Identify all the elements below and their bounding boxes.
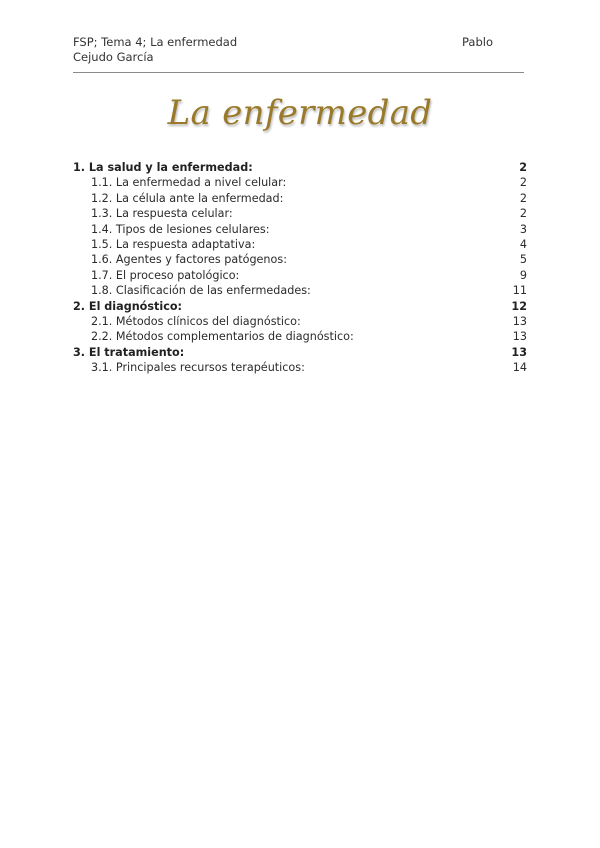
toc-entry-page-number: 9 — [519, 268, 527, 282]
toc-entry-label: 2. El diagnóstico: — [73, 299, 182, 313]
header-divider — [73, 72, 524, 73]
toc-entry-page-number: 13 — [512, 330, 527, 344]
toc-entry-label: 1.3. La respuesta celular: — [91, 207, 233, 221]
header-author-last-name: Cejudo García — [73, 50, 154, 64]
toc-entry-page-number: 13 — [512, 314, 527, 328]
header-course-title: FSP; Tema 4; La enfermedad — [73, 35, 238, 49]
toc-entry-label: 1.7. El proceso patológico: — [91, 268, 240, 282]
document-title: La enfermedad — [167, 93, 433, 133]
toc-entry-page-number: 14 — [512, 361, 527, 375]
toc-entry-page-number: 2 — [519, 191, 527, 205]
toc-section-entry[interactable] — [73, 345, 527, 360]
toc-subsection-entry[interactable] — [73, 314, 527, 329]
toc-entry-label: 1.8. Clasificación de las enfermedades: — [91, 284, 311, 298]
toc-entry-page-number: 2 — [519, 176, 527, 190]
toc-section-entry[interactable] — [73, 160, 527, 175]
toc-subsection-entry[interactable] — [73, 191, 527, 206]
toc-subsection-entry[interactable] — [73, 360, 527, 375]
toc-entry-label: 1. La salud y la enfermedad: — [73, 161, 253, 174]
toc-subsection-entry[interactable] — [73, 268, 527, 283]
toc-entry-page-number: 11 — [512, 284, 527, 298]
toc-entry-label: 2.2. Métodos complementarios de diagnóstico: — [91, 330, 354, 344]
toc-entry-page-number: 4 — [519, 237, 527, 251]
toc-section-entry[interactable] — [73, 299, 527, 314]
toc-entry-label: 1.5. La respuesta adaptativa: — [91, 237, 256, 251]
toc-entry-page-number: 12 — [511, 299, 527, 313]
toc-entry-label: 2.1. Métodos clínicos del diagnóstico: — [91, 314, 301, 328]
toc-entry-label: 3. El tratamiento: — [73, 345, 185, 359]
toc-entry-page-number: 5 — [519, 253, 527, 267]
toc-entry-label: 1.6. Agentes y factores patógenos: — [91, 253, 287, 267]
toc-entry-page-number: 3 — [519, 222, 527, 236]
table-of-contents — [73, 160, 527, 375]
toc-subsection-entry[interactable] — [73, 206, 527, 221]
toc-subsection-entry[interactable] — [73, 175, 527, 190]
toc-entry-label: 1.4. Tipos de lesiones celulares: — [91, 222, 270, 236]
toc-entry-page-number: 2 — [519, 207, 527, 221]
toc-subsection-entry[interactable] — [73, 329, 527, 344]
toc-subsection-entry[interactable] — [73, 283, 527, 298]
toc-subsection-entry[interactable] — [73, 222, 527, 237]
toc-subsection-entry[interactable] — [73, 252, 527, 267]
toc-entry-label: 1.2. La célula ante la enfermedad: — [91, 191, 284, 205]
toc-subsection-entry[interactable] — [73, 237, 527, 252]
toc-entry-page-number: 2 — [519, 161, 527, 174]
toc-entry-page-number: 13 — [511, 345, 527, 359]
header-author-first-name: Pablo — [462, 35, 493, 49]
toc-entry-label: 1.1. La enfermedad a nivel celular: — [91, 176, 287, 190]
toc-entry-label: 3.1. Principales recursos terapéuticos: — [91, 361, 305, 375]
